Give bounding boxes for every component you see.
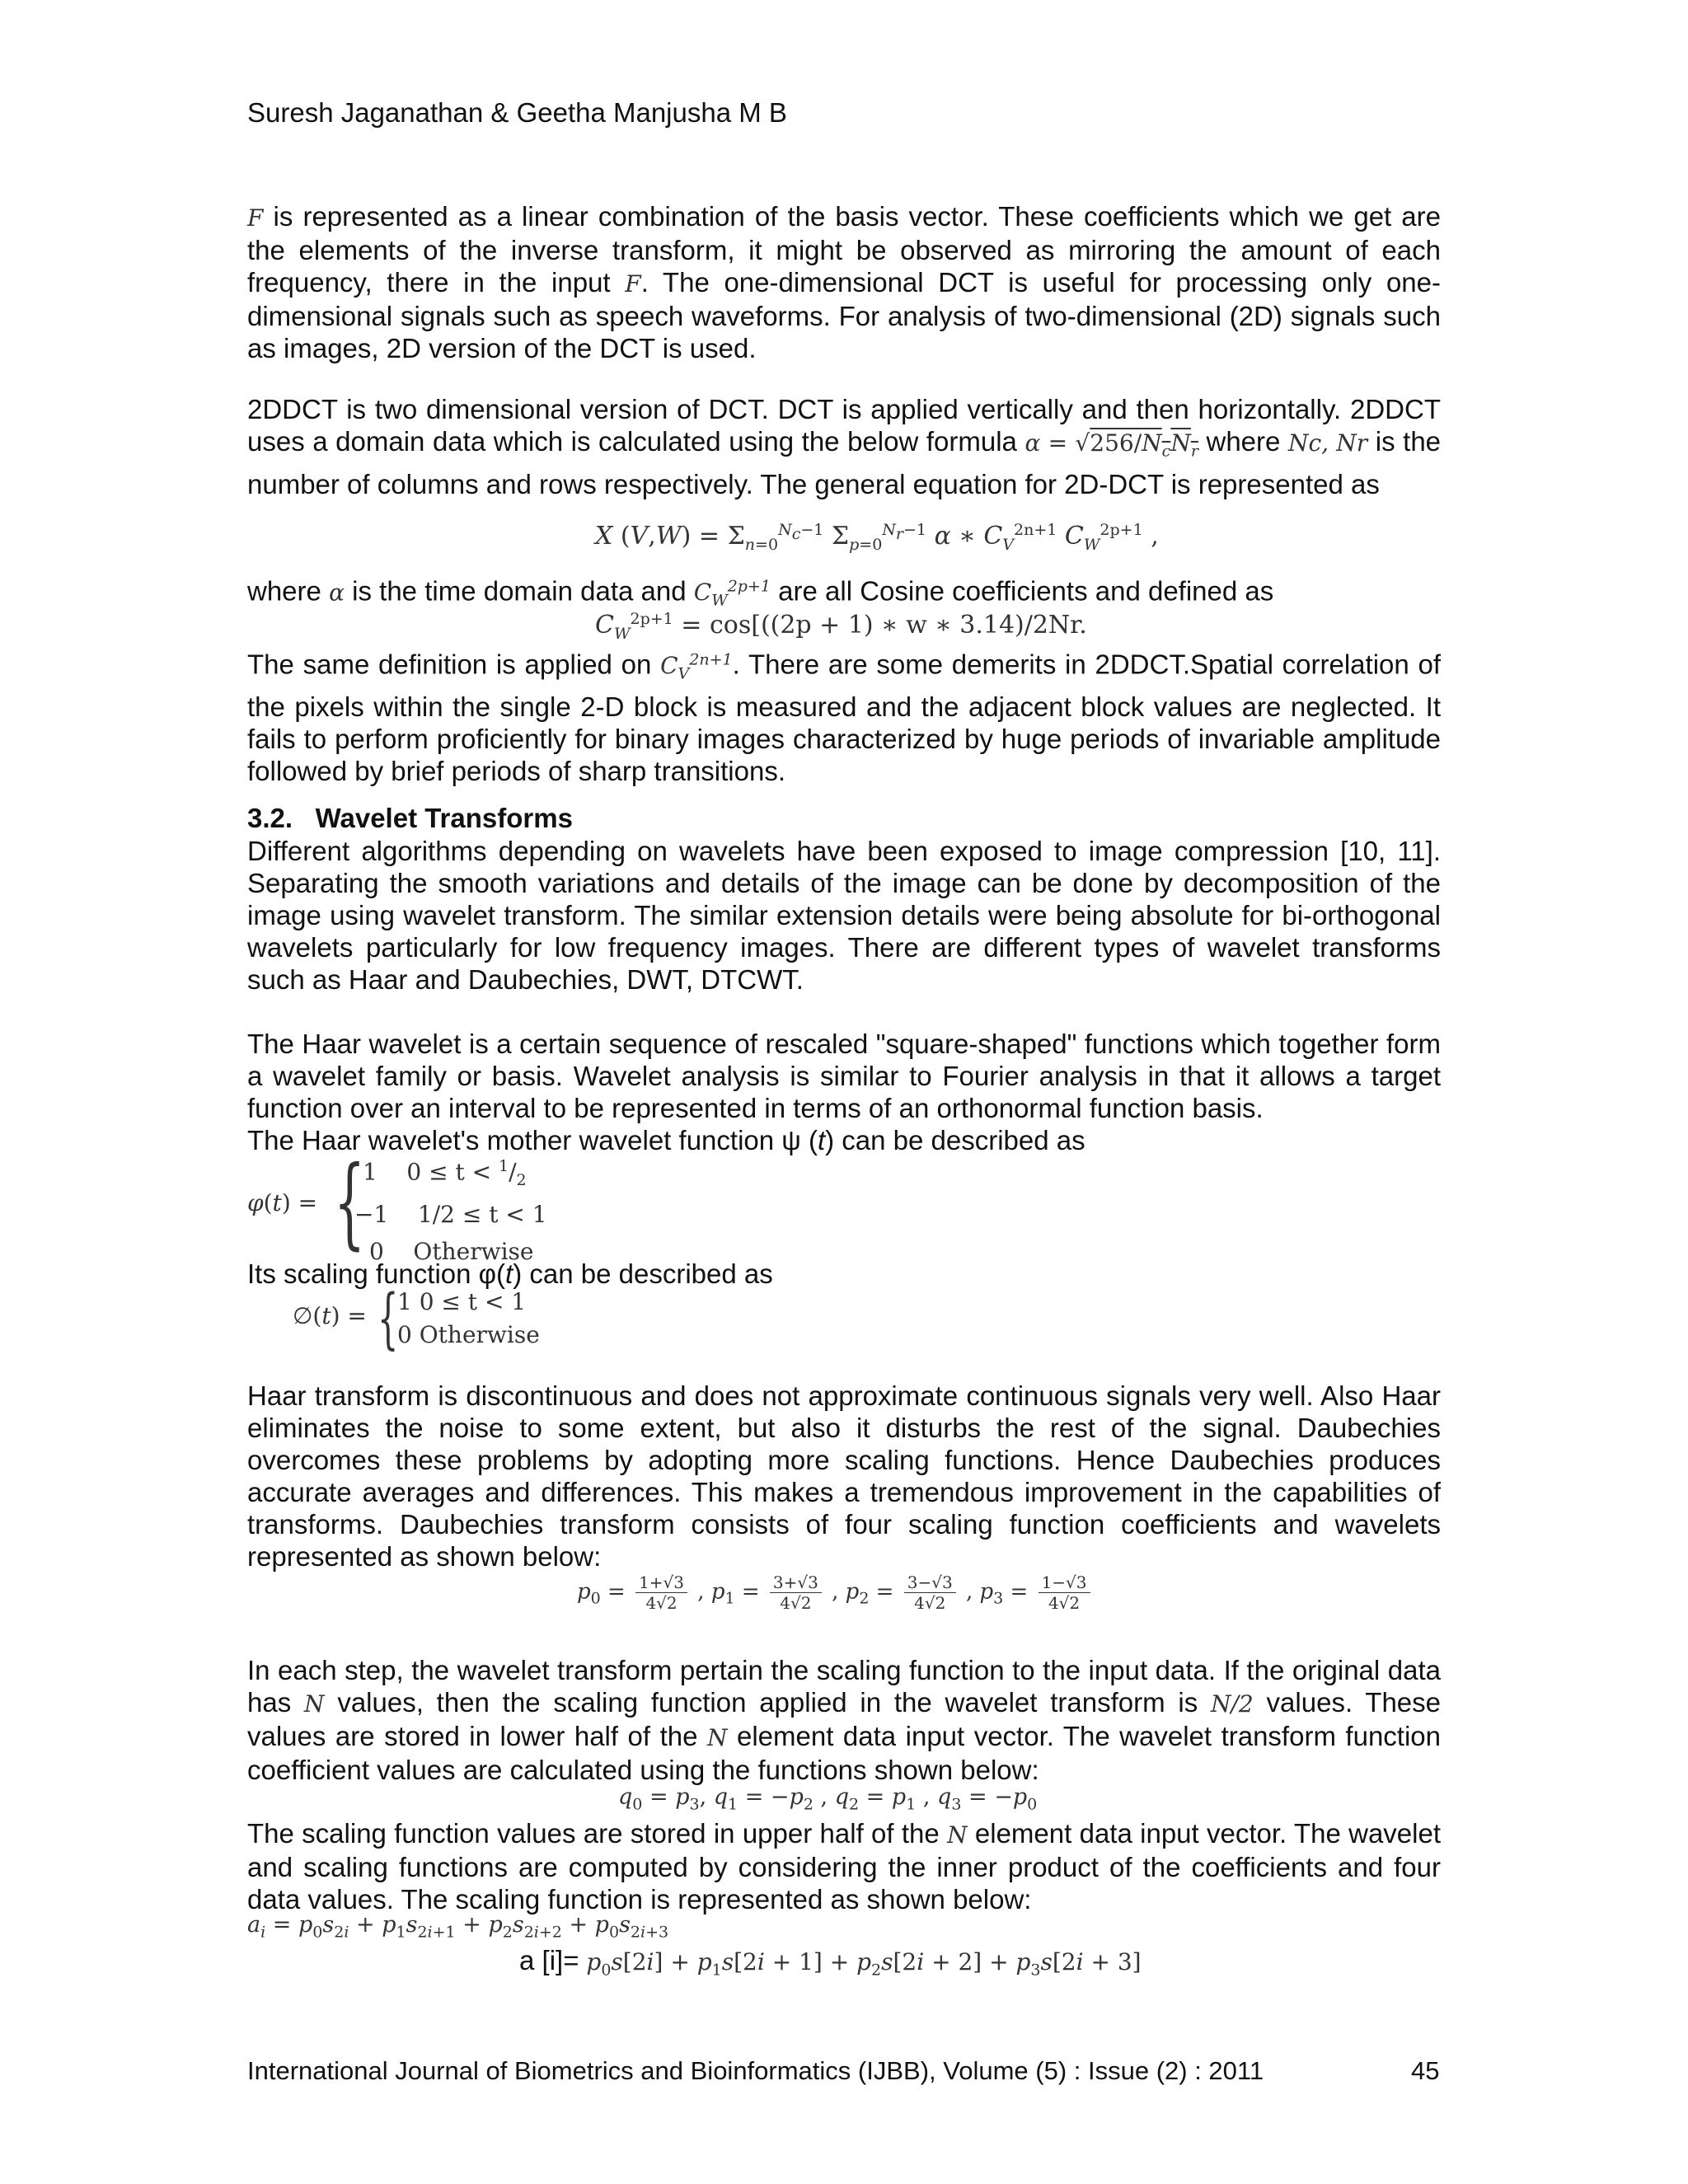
- paragraph-daubechies: Haar transform is discontinuous and does not approximate continuous signals very well. Also Haar eliminates the noise to some extent, but also it disturbs the rest of the signal. Daubechies overcomes these problems by adopting more scaling functions. Hence Daubechies produces accurate averages and differences. This makes a tremendous improvement in the capabilities of transforms. Daubechies transform consists of four scaling function coefficients and wavelets represented as shown below:: [247, 1380, 1441, 1572]
- equation-ai-array: a $[i]= p_0s[2i] + p_1s[2i + 1] + p_2s[2i + 2] + p_3s[2i + 3]$: [519, 1945, 1142, 1980]
- equation-haar-mother-lhs: φ(t) =: [247, 1189, 318, 1216]
- section-heading: 3.2. Wavelet Transforms: [247, 803, 573, 833]
- equation-daubechies-coefficients: $p_0$ = $\frac{1+√3}{4√2}$ , $p_1$ = $\frac{3+√3}{4√2}$ , $p_2$ = $\frac{3-√3}{4√2}$ , $p_3$ = $\frac{1-√3}{4√2}$: [577, 1572, 1094, 1613]
- equation-ai-subscript: $a_i = p_0s_{2i} + p_1s_{2i+1} + p_2s_{2i+2} + p_0s_{2i+3}$: [247, 1912, 669, 1942]
- paper-page: Suresh Jaganathan & Geetha Manjusha M B F is represented as a linear combination of the basis vector. These coefficients which we get are the elements of the inverse transform, it might be observed as mirroring the amount of each frequency, there in the input F. The one-dimensional DCT is useful for processing only one-dimensional signals such as speech waveforms. For analysis of two-dimensional (2D) signals such as images, 2D version of the DCT is used. 2DDCT is two dimensional version of DCT. DCT is applied vertically and then horizontally. 2DDCT uses a domain data which is calculated using the below formula $\alpha = √256/N_cN_r$ where Nc, Nr is the number of columns and rows respectively. The general equation for 2D-DCT is represented as X $(V,W) = \Sigma_{n=0}^{N_c-1}$ $\Sigma_{p=0}^{N_r-1}$ α ∗ $C_V^{2n+1}$ $C_W^{2p+1}$ , where α is the time domain data and $C_W^{2p+1}$ are all Cosine coefficients and defined as $C_W^{2p+1} = \cos[((2p + 1)$ ∗ w ∗ 3.14)/2Nr. The same definition is applied on $C_V^{2n+1}$. There are some demerits in 2DDCT.Spatial correlation of the pixels within the single 2-D block is measured and the adjacent block values are neglected. It fails to perform proficiently for binary images characterized by huge periods of invariable amplitude followed by brief periods of sharp transitions. 3.2. Wavelet Transforms Different algorithms depending on wavelets have been exposed to image compression [10, 11]. Separating the smooth variations and details of the image can be done by decomposition of the image using wavelet transform. The similar extension details were being absolute for bi-orthogonal wavelets particularly for low frequency images. There are different types of wavelet transforms such as Haar and Daubechies, DWT, DTCWT. The Haar wavelet is a certain sequence of rescaled "square-shaped" functions which together form a wavelet family or basis. Wavelet analysis is similar to Fourier analysis in that it allows a target function over an interval to be represented in terms of an orthonormal function basis. The Haar wavelet's mother wavelet function ψ (t) can be described as φ(t) = { 1 $0 \le t < ^1/_2$ −1 1/2 ≤ t < 1 0 Otherwise Its scaling function φ(t) can be described as ∅(t) = { 1 0 ≤ t < 1 0 Otherwise Haar transform is discontinuous and does not approximate continuous signals very well. Also Haar eliminates the noise to some extent, but also it disturbs the rest of the signal. Daubechies overcomes these problems by adopting more scaling functions. Hence Daubechies produces accurate averages and differences. This makes a tremendous improvement in the capabilities of transforms. Daubechies transform consists of four scaling function coefficients and wavelets represented as shown below: $p_0$ = $\frac{1+√3}{4√2}$ , $p_1$ = $\frac{3+√3}{4√2}$ , $p_2$ = $\frac{3-√3}{4√2}$ , $p_3$ = $\frac{1-√3}{4√2}$ In each step, the wavelet transform pertain the scaling function to the input data. If the original data has N values, then the scaling function applied in the wavelet transform is N/2 values. These values are stored in lower half of the N element data input vector. The wavelet transform function coefficient values are calculated using the functions shown below: $q_0 = p_3$, $q_1 = -p_2$ , $q_2 = p_1$ , $q_3 = -p_0$ The scaling function values are stored in upper half of the N element data input vector. The wavelet and scaling functions are computed by considering the inner product of the coefficients and four data values. The scaling function is represented as shown below: $a_i = p_0s_{2i} + p_1s_{2i+1} + p_2s_{2i+2} + p_0s_{2i+3}$ a $[i]= p_0s[2i] + p_1s[2i + 1] + p_2s[2i + 2] + p_3s[2i + 3]$ International Journal of Biometrics and Bioinformatics (IJBB), Volume (5) : Issue (2) : 2011 45: [247, 97, 1442, 2085]
- equation-cosine-coefficient: $C_W^{2p+1} = \cos[((2p + 1)$ ∗ w ∗ 3.14)/2Nr.: [595, 610, 1087, 643]
- paragraph-haar-intro: The Haar wavelet is a certain sequence of rescaled "square-shaped" functions which together form a wavelet family or basis. Wavelet analysis is similar to Fourier analysis in that it allows a target function over an interval to be represented in terms of an orthonormal function basis.: [247, 1029, 1441, 1123]
- equation-2ddct: X $(V,W) = \Sigma_{n=0}^{N_c-1}$ $\Sigma_{p=0}^{N_r-1}$ α ∗ $C_V^{2n+1}$ $C_W^{2p+1}$ ,: [595, 521, 1159, 554]
- equation-haar-scaling-lhs: ∅(t) =: [293, 1302, 367, 1329]
- brace-icon: {: [377, 1280, 399, 1357]
- paragraph-scaling-values: The scaling function values are stored in upper half of the N element data input vector. The wavelet and scaling functions are computed by considering the inner product of the coefficients and four data values. The scaling function is represented as shown below:: [247, 1818, 1441, 1915]
- paragraph-haar-scaling: Its scaling function φ(t) can be described as: [247, 1258, 773, 1289]
- paragraph-2ddct-demerits: The same definition is applied on $C_V^{2n+1}$. There are some demerits in 2DDCT.Spatial correlation of the pixels within the single 2-D block is measured and the adjacent block values are neglected. It fails to perform proficiently for binary images characterized by huge periods of invariable amplitude followed by brief periods of sharp transitions.: [247, 649, 1441, 786]
- paragraph-alpha-def: where α is the time domain data and $C_W^{2p+1}$ are all Cosine coefficients and defined as: [247, 575, 1274, 610]
- paragraph-haar-mother: The Haar wavelet's mother wavelet function ψ (t) can be described as: [247, 1125, 1085, 1155]
- paragraph-2ddct: 2DDCT is two dimensional version of DCT. DCT is applied vertically and then horizontally. 2DDCT uses a domain data which is calculated using the below formula $\alpha = √256/N_cN_r$ where Nc, Nr is the number of columns and rows respectively. The general equation for 2D-DCT is represented as: [247, 394, 1442, 499]
- page-number: 45: [1411, 2056, 1440, 2085]
- paragraph-wavelet-step: In each step, the wavelet transform pertain the scaling function to the input data. If the original data has N values, then the scaling function applied in the wavelet transform is N/2 values. These values are stored in lower half of the N element data input vector. The wavelet transform function coefficient values are calculated using the functions shown below:: [247, 1655, 1442, 1785]
- paragraph-wavelet-intro: Different algorithms depending on wavelets have been exposed to image compression [10, 11]. Separating the smooth variations and details of the image can be done by decomposition of the image using wavelet transform. The similar extension details were being absolute for bi-orthogonal wavelets particularly for low frequency images. There are different types of wavelet transforms such as Haar and Daubechies, DWT, DTCWT.: [247, 836, 1441, 995]
- math-alpha-formula: $\alpha = √256/N_cN_r$: [1025, 429, 1198, 461]
- math-f: F: [247, 204, 264, 232]
- running-footer: International Journal of Biometrics and Bioinformatics (IJBB), Volume (5) : Issue (2) : 2011: [247, 2056, 1264, 2085]
- paragraph-dct-basis: F is represented as a linear combination of the basis vector. These coefficients which we get are the elements of the inverse transform, it might be observed as mirroring the amount of each frequency, there in the input F. The one-dimensional DCT is useful for processing only one-dimensional signals such as speech waveforms. For analysis of two-dimensional (2D) signals such as images, 2D version of the DCT is used.: [247, 201, 1441, 363]
- running-header: Suresh Jaganathan & Geetha Manjusha M B: [247, 97, 787, 128]
- equation-wavelet-coefficients: $q_0 = p_3$, $q_1 = -p_2$ , $q_2 = p_1$ , $q_3 = -p_0$: [618, 1784, 1038, 1814]
- brace-icon: {: [334, 1146, 366, 1260]
